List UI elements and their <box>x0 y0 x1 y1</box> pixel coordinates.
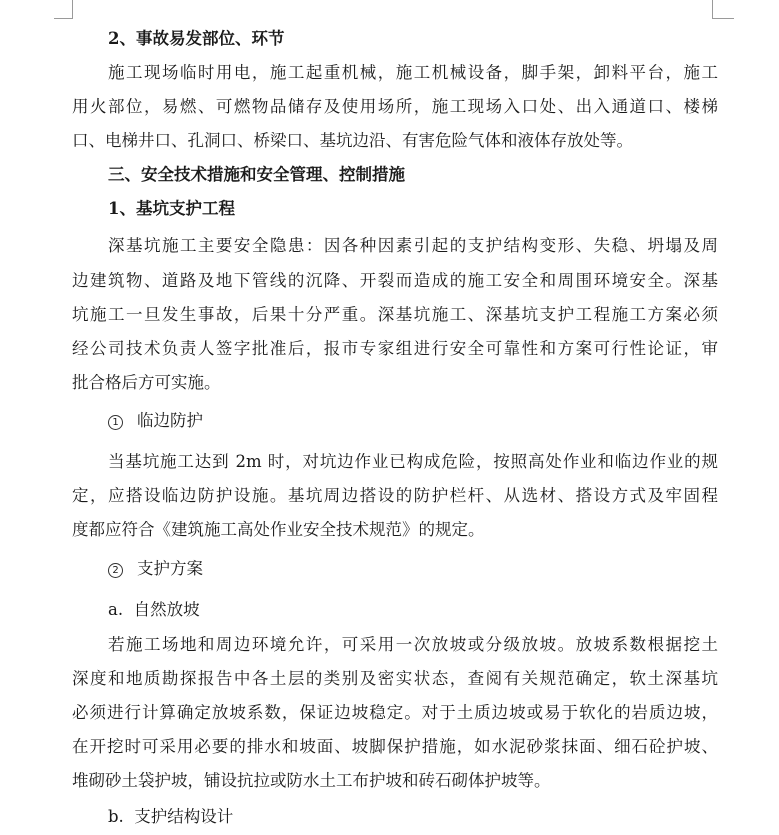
crop-mark-top-right-h <box>712 18 734 19</box>
paragraph-line: 定，应搭设临边防护设施。基坑周边搭设的防护栏杆、从选材、搭设方式及牢固程 <box>72 486 718 505</box>
crop-mark-top-left <box>72 0 73 18</box>
paragraph-line: 深基坑施工主要安全隐患：因各种因素引起的支护结构变形、失稳、坍塌及周 <box>108 236 718 255</box>
paragraph-line: 施工现场临时用电，施工起重机械，施工机械设备，脚手架，卸料平台，施工 <box>108 63 718 82</box>
paragraph-line: 必须进行计算确定放坡系数，保证边坡稳定。对于土质边坡或易于软化的岩质边坡， <box>72 703 718 722</box>
paragraph-line: 度都应符合《建筑施工高处作业安全技术规范》的规定。 <box>72 520 485 539</box>
paragraph-line: 深度和地质勘探报告中各土层的类别及密实状态，查阅有关规范确定，软土深基坑 <box>72 669 718 688</box>
circled-number: 1 <box>108 415 123 430</box>
crop-mark-top-right <box>712 0 713 18</box>
subheading-edge-protection <box>108 404 203 438</box>
paragraph-line: 坑施工一旦发生事故，后果十分严重。深基坑施工、深基坑支护工程施工方案必须 <box>72 305 718 324</box>
crop-mark-top-left-h <box>54 18 73 19</box>
subheading-natural-slope: a. 自然放坡 <box>108 600 200 619</box>
paragraph-line: 在开挖时可采用必要的排水和坡面、坡脚保护措施，如水泥砂浆抹面、细石砼护坡、 <box>72 737 718 756</box>
circled-number: 2 <box>108 563 123 578</box>
subheading-support-design: b. 支护结构设计 <box>108 807 234 826</box>
heading-accident-locations: 2、事故易发部位、环节 <box>108 29 285 48</box>
paragraph-line: 当基坑施工达到 2m 时，对坑边作业已构成危险，按照高处作业和临边作业的规 <box>108 452 718 471</box>
paragraph-line: 边建筑物、道路及地下管线的沉降、开裂而造成的施工安全和周围环境安全。深基 <box>72 271 718 290</box>
subheading-label: 临边防护 <box>137 411 203 430</box>
heading-section-3: 三、安全技术措施和安全管理、控制措施 <box>108 165 405 184</box>
paragraph-line: 口、电梯井口、孔洞口、桥梁口、基坑边沿、有害危险气体和液体存放处等。 <box>72 131 633 150</box>
paragraph-line: 经公司技术负责人签字批准后，报市专家组进行安全可靠性和方案可行性论证，审 <box>72 339 718 358</box>
subheading-label: 支护方案 <box>137 559 203 578</box>
paragraph-line: 堆砌砂土袋护坡，铺设抗拉或防水土工布护坡和砖石砌体护坡等。 <box>72 771 551 790</box>
paragraph-line: 若施工场地和周边环境允许，可采用一次放坡或分级放坡。放坡系数根据挖土 <box>108 635 718 654</box>
subheading-support-plan <box>108 552 203 586</box>
heading-foundation-pit: 1、基坑支护工程 <box>108 199 235 218</box>
paragraph-line: 用火部位，易燃、可燃物品储存及使用场所，施工现场入口处、出入通道口、楼梯 <box>72 97 718 116</box>
paragraph-line: 批合格后方可实施。 <box>72 373 221 392</box>
